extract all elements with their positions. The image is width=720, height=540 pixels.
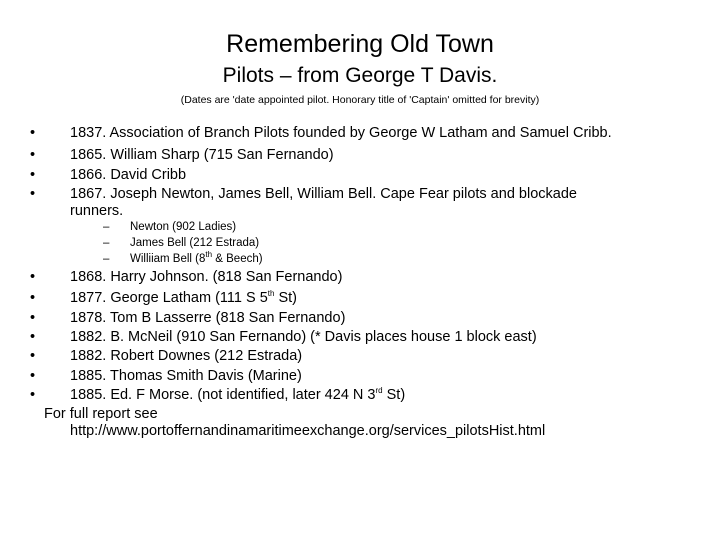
footer-label: For full report see (44, 406, 158, 422)
bullet-icon: • (30, 368, 36, 384)
bullet-icon: • (30, 167, 36, 183)
bullet-icon: • (30, 125, 36, 141)
list-item-text: 1865. William Sharp (715 San Fernando) (70, 147, 334, 163)
bullet-icon: • (30, 329, 36, 345)
bullet-icon: • (30, 290, 36, 306)
dash-icon: – (103, 253, 110, 265)
bullet-icon: • (30, 186, 36, 202)
slide-title: Remembering Old Town (226, 30, 494, 58)
list-item-text: 1885. Ed. F Morse. (not identified, later 424 N 3rd St) (70, 386, 406, 403)
bullet-icon: • (30, 269, 36, 285)
list-item-text: 1867. Joseph Newton, James Bell, William Bell. Cape Fear pilots and blockade (70, 186, 577, 202)
report-link[interactable]: http://www.portoffernandinamaritimeexchange.org/services_pilotsHist.html (70, 423, 546, 439)
dash-icon: – (103, 221, 110, 233)
list-item-text: 1868. Harry Johnson. (818 San Fernando) (70, 269, 343, 285)
list-item-text: 1866. David Cribb (70, 167, 187, 183)
list-item-text: 1885. Thomas Smith Davis (Marine) (70, 368, 302, 384)
list-item-text: 1837. Association of Branch Pilots founded by George W Latham and Samuel Cribb. (70, 125, 612, 141)
list-item-text: 1877. George Latham (111 S 5th St) (70, 289, 297, 306)
slide-subtitle: Pilots – from George T Davis. (222, 64, 498, 87)
bullet-icon: • (30, 348, 36, 364)
sub-list-item-text: Williiam Bell (8th & Beech) (130, 250, 263, 265)
slide-note: (Dates are 'date appointed pilot. Honorary title of 'Captain' omitted for brevity) (180, 94, 540, 106)
list-item-text: runners. (70, 203, 124, 219)
bullet-icon: • (30, 387, 36, 403)
list-item-text: 1878. Tom B Lasserre (818 San Fernando) (70, 310, 346, 326)
dash-icon: – (103, 237, 110, 249)
bullet-icon: • (30, 147, 36, 163)
sub-list-item-text: Newton (902 Ladies) (130, 221, 237, 233)
bullet-icon: • (30, 310, 36, 326)
list-item-text: 1882. Robert Downes (212 Estrada) (70, 348, 303, 364)
list-item-text: 1882. B. McNeil (910 San Fernando) (* Davis places house 1 block east) (70, 329, 537, 345)
sub-list-item-text: James Bell (212 Estrada) (130, 237, 260, 249)
